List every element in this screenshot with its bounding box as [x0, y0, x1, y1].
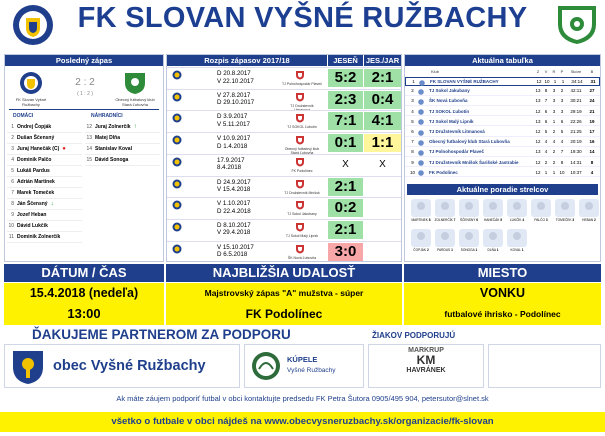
last-match-score: 2 : 2	[75, 77, 95, 88]
list-item: 2 Dušan Ščensný	[7, 133, 82, 144]
scorer-card	[457, 199, 481, 229]
table-row: 7 Obecný futbalový klub Stará Ľubovňa 12 4 4 4 20:19 16	[405, 138, 600, 147]
opponent-team-name: TJ Družstevník Mníšok	[284, 190, 320, 195]
list-item: 3 Juraj Hanečák (C) ●	[7, 144, 82, 155]
partners-title: ĎAKUJEME PARTNEROM ZA PODPORU	[32, 327, 291, 342]
opponent-team-name: TJ Sokol Malý Lipník	[285, 233, 319, 238]
partner-obec	[4, 344, 240, 388]
scorer-card	[505, 229, 529, 259]
player-photo-icon	[459, 199, 479, 217]
list-item: 5 Lukáš Pardus	[7, 166, 82, 177]
match-dates: D 24.9.2017 V 15.4.2018	[217, 178, 251, 193]
home-players-heading: DOMÁCI	[13, 113, 34, 119]
opponent-team-name: ŠK Nová Ľubovňa	[287, 255, 317, 260]
spring-score: 4:1	[364, 112, 401, 130]
club-logo-icon	[418, 150, 424, 156]
website-prefix: všetko o futbale v obci nájdeš na	[111, 416, 265, 427]
away-team-logo-icon	[123, 71, 147, 95]
match-dates: D 8.10.2017 V 29.4.2018	[217, 221, 251, 237]
spring-score: X	[364, 156, 401, 174]
schedule-row	[167, 67, 401, 89]
list-item: 11 Dominik Zolnerčík	[7, 232, 82, 243]
autumn-score: 5:2	[328, 69, 363, 87]
autumn-score: 2:1	[328, 178, 363, 196]
home-team-name: FK Slovan Vyšné Ružbachy	[15, 97, 47, 107]
home-logo-icon	[172, 200, 182, 210]
supporters-title: ŽIAKOV PODPORUJÚ	[372, 331, 456, 340]
home-logo-icon	[172, 135, 182, 145]
scorer-name: PALČO 3	[534, 218, 548, 222]
list-item: 1 Ondrej Čopják	[7, 122, 82, 133]
place-heading: MIESTO	[404, 264, 601, 282]
scorer-name: LUKČÍK 4	[509, 218, 525, 222]
spring-score: 2:1	[364, 69, 401, 87]
club-logo-icon	[418, 109, 424, 115]
list-item: 10 Dávid Lukčík	[7, 221, 82, 232]
autumn-column-heading: JESEŇ	[328, 55, 363, 66]
standings-table-header: Klub Z V R P Skóre B	[431, 69, 594, 74]
player-photo-icon	[411, 199, 431, 217]
player-photo-icon	[411, 229, 431, 247]
scorer-card	[481, 199, 505, 229]
autumn-score: 7:1	[328, 112, 363, 130]
list-item: 15 Dávid Sonoga	[85, 155, 160, 166]
list-item: 13 Matej Dlňa	[85, 133, 160, 144]
match-dates: V 1.10.2017 D 22.4.2018	[217, 200, 251, 215]
subs-list	[85, 122, 160, 166]
partner-kupele-subtitle: Vyšné Ružbachy	[287, 367, 336, 374]
contact-line: Ak máte záujem podporiť futbal v obci kontaktujte predsedu FK Petra Šutora 0905/495 904, petersutor@slnet.sk	[116, 394, 489, 403]
home-logo-icon	[172, 92, 182, 102]
website-link[interactable]: www.obecvysneruzbachy.sk/organizacie/fk-slovan	[264, 416, 494, 427]
goal-ball-icon: ●	[62, 145, 66, 152]
scorer-card	[433, 199, 457, 229]
partner-havranek-name: HAVRÁNEK	[406, 367, 446, 374]
home-logo-icon	[172, 244, 182, 254]
scorer-card	[529, 199, 553, 229]
substitution-in-icon: ↑	[133, 123, 137, 130]
event-opponent: FK Podolínec	[166, 303, 402, 325]
spring-score: 0:4	[364, 91, 401, 109]
table-row: 6 TJ Družstevník Litmanová 12 5 2 5 21:25 17	[405, 128, 600, 137]
autumn-score: 0:1	[328, 134, 363, 152]
autumn-score: X	[328, 156, 363, 174]
club-logo-icon	[418, 170, 424, 176]
table-row: 10 FK Podolínec 12 1 1 10 10:37 4	[405, 169, 600, 178]
website-banner	[0, 412, 605, 432]
divider	[9, 109, 159, 110]
scorer-name: ČOPJÁK 2	[413, 248, 429, 252]
next-event-heading: NAJBLIŽŠIA UDALOSŤ	[166, 264, 402, 282]
event-date: 15.4.2018 (nedeľa)	[4, 283, 164, 303]
match-dates: D 20.8.2017 V 22.10.2017	[217, 70, 254, 85]
home-logo-icon	[172, 222, 182, 232]
schedule-row	[167, 154, 401, 176]
scorer-card	[433, 229, 457, 259]
home-team-logo-icon	[19, 71, 43, 95]
away-team-name: Obecný futbalový klub Stará Ľubovňa	[115, 97, 155, 107]
scorer-card	[481, 229, 505, 259]
table-row: 5 TJ Sokol Malý Lipník 13 6 1 6 22:26 19	[405, 118, 600, 127]
event-type: Majstrovský zápas "A" mužstva - súper	[166, 283, 402, 303]
standings-heading: Aktuálna tabuľka	[405, 55, 600, 66]
schedule-heading: Rozpis zápasov 2017/18	[167, 55, 327, 66]
table-row: 2 TJ Sokol Jakubany 13 8 3 2 42:11 27	[405, 87, 600, 96]
opponent-logo-icon	[295, 70, 305, 80]
spring-score	[364, 221, 401, 239]
table-row: 3 ŠK Nová Ľubovňa 13 7 3 3 30:21 24	[405, 97, 600, 106]
home-logo-icon	[172, 157, 182, 167]
list-item: 12 Juraj Zolnerčík ↑	[85, 122, 160, 133]
player-photo-icon	[507, 199, 527, 217]
player-photo-icon	[459, 229, 479, 247]
spring-score	[364, 243, 401, 261]
autumn-score: 2:3	[328, 91, 363, 109]
scorer-name: KOVAL 1	[510, 248, 524, 252]
player-photo-icon	[507, 229, 527, 247]
opponent-crest-icon	[554, 2, 600, 46]
partner-kupele	[244, 344, 364, 388]
scorers-heading: Aktuálne poradie strelcov	[407, 184, 598, 195]
page-title: FK SLOVAN VYŠNÉ RUŽBACHY	[77, 2, 528, 34]
standings-panel	[404, 54, 601, 262]
spring-score: 1:1	[364, 134, 401, 152]
scorer-name: HEBAN 2	[582, 218, 596, 222]
opponent-logo-icon	[295, 92, 305, 102]
opponent-team-name: TJ SOKOL Ľubotín	[287, 125, 317, 130]
scorer-name: ZOLNERČÍK 7	[434, 218, 456, 222]
match-dates: V 27.8.2017 D 29.10.2017	[217, 91, 255, 107]
event-venue: futbalové ihrisko - Podolínec	[404, 303, 601, 325]
partner-kupele-title: KÚPELE	[287, 355, 318, 364]
date-time-heading: DÁTUM / ČAS	[4, 264, 164, 282]
match-dates: 17.9.2017 8.4.2018	[217, 156, 245, 172]
event-place: VONKU	[404, 283, 601, 303]
page-header	[0, 0, 605, 48]
opponent-team-name: Obecný futbalový klub Stará Ľubovňa	[284, 147, 320, 156]
autumn-score: 2:1	[328, 221, 363, 239]
table-row: 9 TJ Družstevník Mníšok Šarišské Jastrabie 12 2 2 8 14:31 8	[405, 159, 600, 168]
table-row: 1 FK SLOVAN VYŠNÉ RUŽBACHY 12 10 1 1 34:14 31	[405, 77, 600, 86]
scorer-card	[409, 229, 433, 259]
schedule-panel	[166, 54, 402, 262]
player-photo-icon	[483, 229, 503, 247]
event-time: 13:00	[4, 303, 164, 325]
scorer-card	[577, 199, 601, 229]
opponent-logo-icon	[295, 135, 305, 145]
autumn-score: 3:0	[328, 243, 363, 261]
player-photo-icon	[435, 199, 455, 217]
scorer-name: MARTINEK 8	[411, 218, 431, 222]
club-logo-icon	[418, 130, 424, 136]
opponent-logo-icon	[295, 222, 305, 232]
opponent-logo-icon	[295, 179, 305, 189]
match-dates: V 15.10.2017 D 6.5.2018	[217, 243, 254, 259]
list-item: 7 Marek Tomeček	[7, 188, 82, 199]
list-item: 9 Jozef Heban	[7, 210, 82, 221]
last-match-panel	[4, 54, 164, 262]
scorer-card	[409, 199, 433, 229]
spring-score	[364, 178, 401, 196]
schedule-row	[167, 176, 401, 198]
player-photo-icon	[531, 199, 551, 217]
scorer-name: DLŇA 1	[487, 248, 499, 252]
opponent-logo-icon	[295, 244, 305, 254]
club-crest-icon	[12, 4, 54, 46]
list-item: 4 Dominik Palčo	[7, 155, 82, 166]
scorer-card	[505, 199, 529, 229]
club-logo-icon	[419, 80, 425, 86]
partner-markrup	[368, 344, 484, 388]
partner-km-logo: KM	[416, 353, 436, 367]
scorer-card	[553, 199, 577, 229]
schedule-row	[167, 110, 401, 132]
opponent-team-name: TJ Sokol Jakubany	[287, 212, 317, 217]
scorer-name: ŠČENSNÝ 6	[459, 218, 479, 222]
municipality-crest-icon	[11, 349, 45, 385]
scorer-name: PARDUS 1	[437, 248, 453, 252]
opponent-logo-icon	[295, 200, 305, 210]
schedule-row	[167, 219, 401, 241]
schedule-row	[167, 89, 401, 111]
schedule-row	[167, 197, 401, 219]
player-photo-icon	[555, 199, 575, 217]
club-logo-icon	[418, 140, 424, 146]
scorer-name: SONOGA 1	[460, 248, 478, 252]
opponent-logo-icon	[295, 157, 305, 167]
list-item: 6 Adrián Martinek	[7, 177, 82, 188]
opponent-team-name: TJ Polnohospodár Plaveč	[282, 82, 322, 86]
subs-heading: NÁHRADNÍCI	[91, 113, 123, 119]
substitution-out-icon: ↓	[50, 200, 54, 207]
home-logo-icon	[172, 70, 182, 80]
player-photo-icon	[483, 199, 503, 217]
autumn-score: 0:2	[328, 199, 363, 217]
schedule-row	[167, 132, 401, 154]
partner-obec-name: obec Vyšné Ružbachy	[53, 358, 206, 374]
last-match-halftime: ( 1 : 2 )	[77, 91, 93, 97]
club-logo-icon	[418, 160, 424, 166]
opponent-team-name: TJ Družstevník Litmanová	[290, 103, 314, 112]
table-row: 8 TJ Polnohospodár Plaveč 13 4 2 7 19:30 14	[405, 148, 600, 157]
club-logo-icon	[418, 89, 424, 95]
partner-empty-slot	[488, 344, 601, 388]
list-item: 14 Stanislav Koval	[85, 144, 160, 155]
player-photo-icon	[579, 199, 599, 217]
partner-markrup-name: MARKRUP	[408, 347, 444, 354]
spring-score	[364, 199, 401, 217]
home-players-list	[7, 122, 82, 243]
match-dates: D 3.9.2017 V 5.11.2017	[217, 113, 250, 128]
scorer-name: TOMEČEK 3	[555, 218, 575, 222]
table-row: 4 TJ SOKOL Ľubotín 12 6 3 3 29:19 21	[405, 108, 600, 117]
opponent-team-name: FK Podolínec	[291, 168, 313, 173]
home-logo-icon	[172, 179, 182, 189]
opponent-logo-icon	[295, 113, 305, 123]
club-logo-icon	[418, 119, 424, 125]
last-match-heading: Posledný zápas	[5, 55, 163, 66]
spa-logo-icon	[251, 351, 281, 381]
match-dates: V 10.9.2017 D 1.4.2018	[217, 135, 251, 150]
schedule-row	[167, 241, 401, 263]
player-photo-icon	[435, 229, 455, 247]
scorer-name: HANEČÁK 5	[483, 218, 503, 222]
scorer-card	[457, 229, 481, 259]
list-item: 8 Ján Ščensný ↓	[7, 199, 82, 210]
home-logo-icon	[172, 113, 182, 123]
spring-column-heading: JES./JAR	[365, 56, 400, 65]
club-logo-icon	[418, 99, 424, 105]
